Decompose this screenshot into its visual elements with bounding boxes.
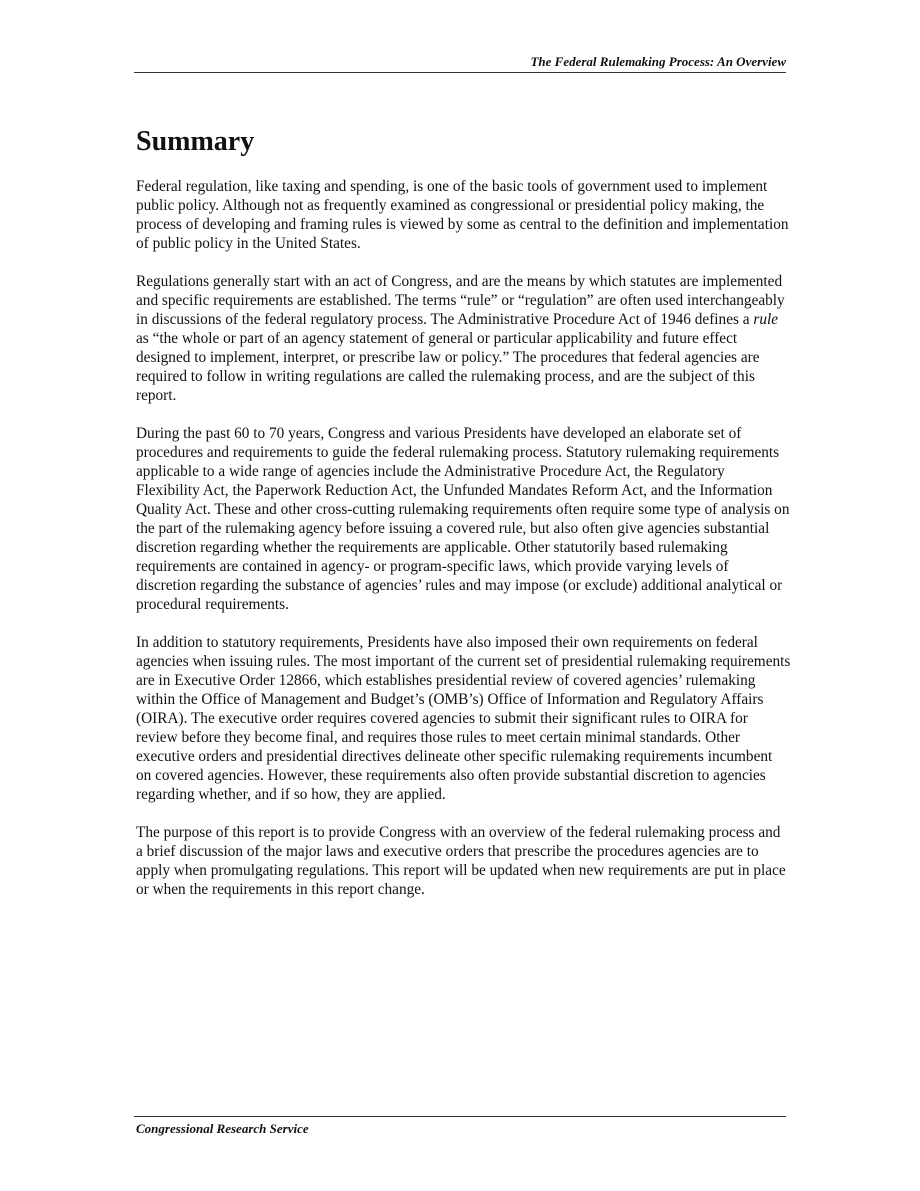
section-title: Summary [136,126,255,157]
paragraph-2-part-1: Regulations generally start with an act of Congress, and are the means by which statutes are implemented and specific requirements are established. The terms “rule” or “regulation” are often used interchangeably in discussions of the federal regulatory process. The Administrative Procedure Act of 1946 defines a [136,273,785,328]
summary-body [136,177,791,918]
paragraph-3: During the past 60 to 70 years, Congress and various Presidents have developed an elaborate set of procedures and requirements to guide the federal rulemaking process. Statutory rulemaking requirements applicable to a wide range of agencies include the Administrative Procedure Act, the Regulatory Flexibility Act, the Paperwork Reduction Act, the Unfunded Mandates Reform Act, and the Information Quality Act. These and other cross-cutting rulemaking requirements often require some type of analysis on the part of the rulemaking agency before issuing a covered rule, but also often give agencies substantial discretion regarding whether the requirements are applicable. Other statutorily based rulemaking requirements are contained in agency- or program-specific laws, which provide varying levels of discretion regarding the substance of agencies’ rules and may impose (or exclude) additional analytical or procedural requirements. [136,425,790,613]
running-header: The Federal Rulemaking Process: An Overview [530,54,786,69]
paragraph-2 [136,272,791,405]
rule-emphasis: rule [753,311,779,328]
paragraph-5: The purpose of this report is to provide Congress with an overview of the federal rulemaking process and a brief discussion of the major laws and executive orders that prescribe the procedures agencies are to apply when promulgating regulations. This report will be updated when new requirements are put in place or when the requirements in this report change. [136,824,786,898]
paragraph-4: In addition to statutory requirements, Presidents have also imposed their own requirements on federal agencies when issuing rules. The most important of the current set of presidential rulemaking requirements are in Executive Order 12866, which establishes presidential review of covered agencies’ rulemaking within the Office of Management and Budget’s (OMB’s) Office of Information and Regulatory Affairs (OIRA). The executive order requires covered agencies to submit their significant rules to OIRA for review before they become final, and requires those rules to meet certain minimal standards. Other executive orders and presidential directives delineate other specific rulemaking requirements incumbent on covered agencies. However, these requirements also often provide substantial discretion to agencies regarding whether, and if so how, they are applied. [136,634,791,803]
footer-divider [134,1116,786,1117]
header-divider [134,72,786,73]
paragraph-2-part-2: as “the whole or part of an agency statement of general or particular applicability and future effect designed to implement, interpret, or prescribe law or policy.” The procedures that federal agencies are required to follow in writing regulations are called the rulemaking process, and are the subject of this report. [136,330,760,404]
running-footer: Congressional Research Service [136,1121,309,1136]
paragraph-1: Federal regulation, like taxing and spending, is one of the basic tools of government used to implement public policy. Although not as frequently examined as congressional or presidential policy making, the process of developing and framing rules is viewed by some as central to the definition and implementation of public policy in the United States. [136,178,789,252]
